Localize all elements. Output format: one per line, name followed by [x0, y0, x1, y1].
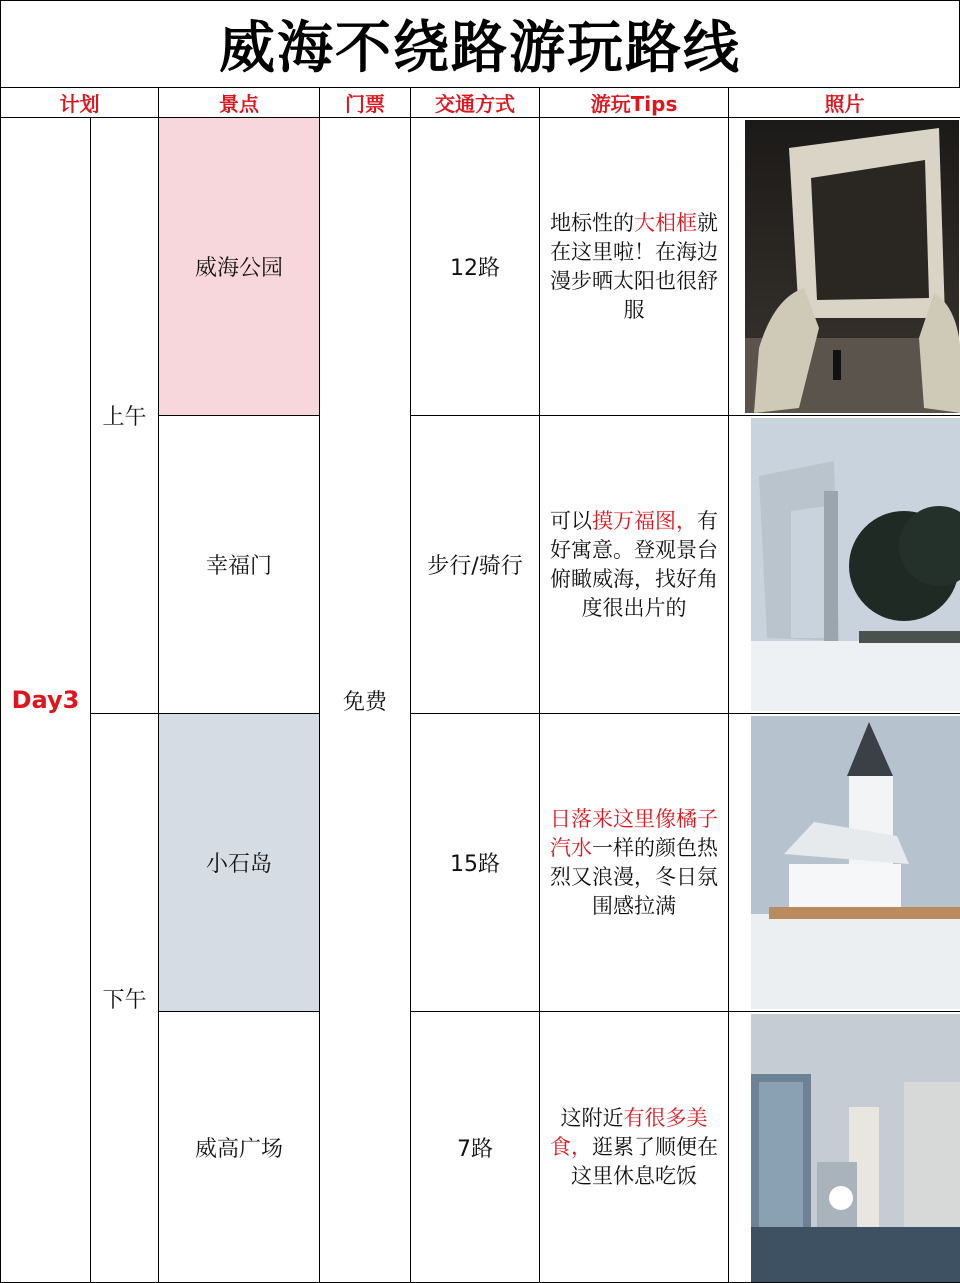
ticket-price: 免费 [320, 118, 411, 1283]
header-row [1, 88, 960, 118]
transport: 15路 [411, 714, 540, 1012]
tip-text: 地标性的大相框就在这里啦！在海边漫步晒太阳也很舒服 [540, 209, 728, 325]
photo-small-stone-island [729, 714, 960, 1012]
photo-weigao-plaza [729, 1012, 960, 1283]
tip-text: 日落来这里像橘子汽水一样的颜色热烈又浪漫，冬日氛围感拉满 [540, 805, 728, 921]
header-plan: 计划 [1, 88, 159, 118]
transport: 步行/骑行 [411, 416, 540, 714]
spot-name: 威高广场 [159, 1012, 320, 1283]
tip-text: 可以摸万福图，有好寓意。登观景台俯瞰威海，找好角度很出片的 [540, 507, 728, 623]
itinerary-table [0, 87, 960, 1283]
happiness-gate-image [729, 416, 960, 713]
period-morning: 上午 [91, 118, 159, 714]
header-photo: 照片 [729, 88, 960, 118]
tips-cell [540, 714, 729, 1012]
frame-sculpture-image [729, 118, 960, 415]
tips-cell [540, 1012, 729, 1283]
period-afternoon: 下午 [91, 714, 159, 1283]
photo-weihai-park [729, 118, 960, 416]
spot-name: 小石岛 [159, 714, 320, 1012]
church-image [729, 714, 960, 1011]
spot-name: 幸福门 [159, 416, 320, 714]
tips-cell [540, 416, 729, 714]
tips-cell [540, 118, 729, 416]
header-transport: 交通方式 [411, 88, 540, 118]
header-ticket: 门票 [320, 88, 411, 118]
tip-text: 这附近有很多美食，逛累了顺便在这里休息吃饭 [540, 1104, 728, 1191]
spot-name: 威海公园 [159, 118, 320, 416]
photo-happiness-gate [729, 416, 960, 714]
transport: 7路 [411, 1012, 540, 1283]
table-row [1, 714, 960, 1012]
transport: 12路 [411, 118, 540, 416]
plaza-buildings-image [729, 1012, 960, 1282]
header-tips: 游玩Tips [540, 88, 729, 118]
header-spot: 景点 [159, 88, 320, 118]
table-row [1, 118, 960, 416]
day-label: Day3 [1, 118, 91, 1283]
page-title: 威海不绕路游玩路线 [0, 0, 960, 87]
